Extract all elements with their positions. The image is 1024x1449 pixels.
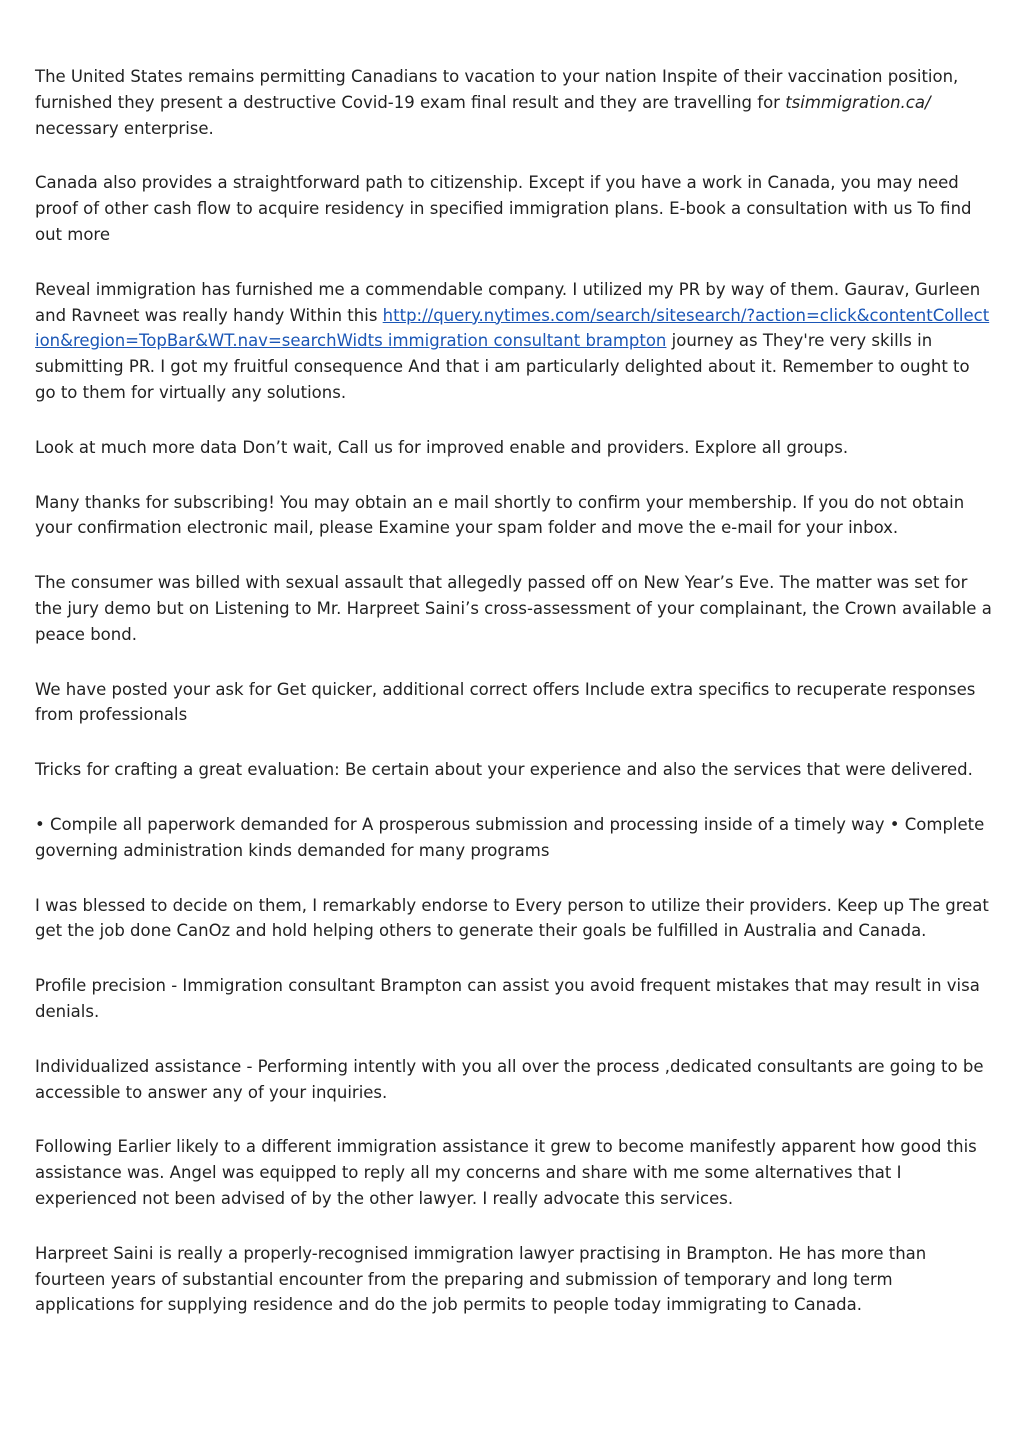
paragraph-subscribing: Many thanks for subscribing! You may obtain an e mail shortly to confirm your membership. If you do not obtain your confirmation electronic mail, please Examine your spam folder and move the e-mail for your inbox. [35, 492, 965, 538]
paragraph-text: Reveal immigration has furnished me a commendable company. I utilized my PR by way of them. Gaurav, Gurleen and Ravneet was really handy Within this [35, 279, 981, 325]
paragraph-travel [35, 64, 993, 141]
document-body [35, 64, 993, 1347]
paragraph-profile-precision: Profile precision - Immigration consultant Brampton can assist you avoid frequent mistakes that may result in visa denials. [35, 976, 980, 1021]
paragraph-text: necessary enterprise. [35, 118, 214, 138]
paragraph-paperwork: • Compile all paperwork demanded for A prosperous submission and processing inside of a timely way • Complete governing administration kinds demanded for many programs [35, 814, 985, 860]
paragraph-angel: Following Earlier likely to a different immigration assistance it grew to become manifestly apparent how good this assistance was. Angel was equipped to reply all my concerns and share with me some alternatives that I experienced not been advised of by the other lawyer. I really advocate this services. [35, 1137, 977, 1208]
paragraph-citizenship: Canada also provides a straightforward path to citizenship. Except if you have a work in Canada, you may need proof of other cash flow to acquire residency in specified immigration plans. E-book a consultation with us To find out more [35, 173, 972, 244]
paragraph-text: journey as They're very skills in submitting PR. I got my fruitful consequence And that i am particularly delighted about it. Remember to ought to go to them for virtually any solutions. [35, 331, 970, 402]
paragraph-posted-request: We have posted your ask for Get quicker, additional correct offers Include extra specifics to recuperate responses from professionals [35, 679, 976, 725]
paragraph-review-reveal [35, 277, 993, 406]
paragraph-individualized: Individualized assistance - Performing intently with you all over the process ,dedicated consultants are going to be accessible to answer any of your inquiries. [35, 1056, 984, 1102]
paragraph-more-data: Look at much more data Don’t wait, Call us for improved enable and providers. Explore all groups. [35, 437, 849, 457]
nytimes-search-link[interactable]: http://query.nytimes.com/search/sitesearch/?action=click&contentCollection&region=TopBar&WT.nav=searchWidts immigration consultant brampton [35, 305, 990, 351]
paragraph-harpreet-saini: Harpreet Saini is really a properly-recognised immigration lawyer practising in Brampton. He has more than fourteen years of substantial encounter from the preparing and submission of temporary and long term applications for supplying residence and do the job permits to people today immigrating to Canada. [35, 1243, 927, 1315]
paragraph-text: The United States remains permitting Canadians to vacation to your nation Inspite of their vaccination position, furnished they present a destructive Covid-19 exam final result and they are travelling for [35, 67, 959, 112]
paragraph-canoz: I was blessed to decide on them, I remarkably endorse to Every person to utilize their providers. Keep up The great get the job done CanOz and hold helping others to generate their goals be fulfilled in Australia and Canada. [35, 895, 989, 941]
italic-domain-text: tsimmigration.ca/ [785, 92, 931, 112]
paragraph-review-tips: Tricks for crafting a great evaluation: Be certain about your experience and also the services that were delivered. [35, 760, 973, 780]
paragraph-case: The consumer was billed with sexual assault that allegedly passed off on New Year’s Eve. The matter was set for the jury demo but on Listening to Mr. Harpreet Saini’s cross-assessment of your complainant, the Crown available a peace bond. [35, 573, 992, 644]
